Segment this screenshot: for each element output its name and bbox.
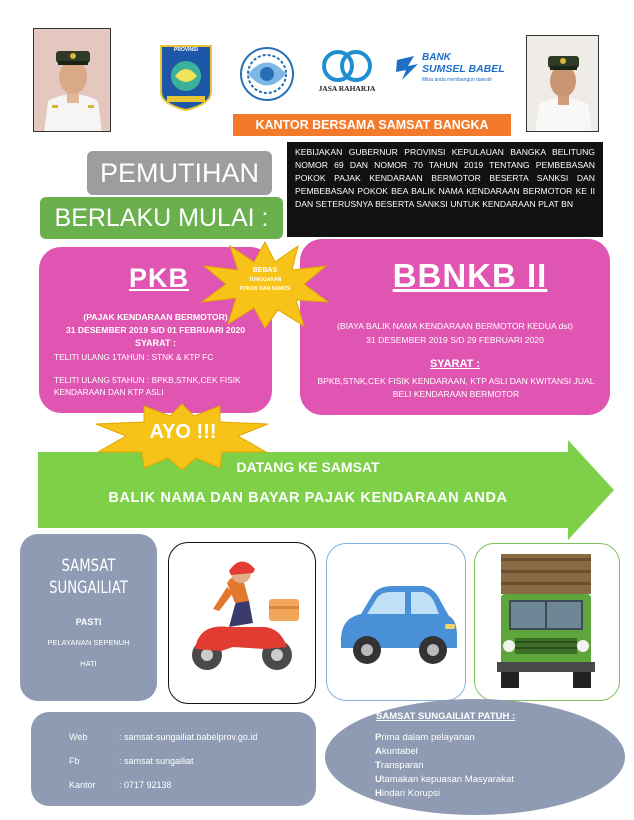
- kantor-label: Kantor: [69, 780, 96, 790]
- jasa-raharja-logo: [316, 44, 378, 94]
- pkb-title: PKB: [128, 263, 189, 293]
- samsat-pelayanan-1: PELAYANAN SEPENUH: [47, 638, 130, 647]
- bbnkb-syarat-item: BPKB,STNK,CEK FISIK KENDARAAN, KTP ASLI DAN KWITANSI JUAL BELI KENDARAAN BERMOTOR: [317, 376, 595, 399]
- patuh-item-4: Utamakan kepuasan Masyarakat: [375, 774, 514, 785]
- web-value[interactable]: : samsat-sungailiat.babelprov.go.id: [119, 732, 258, 742]
- bebas-starburst: [200, 240, 330, 330]
- motorcycle-card: [168, 542, 316, 704]
- bbnkb-period: 31 DESEMBER 2019 S/D 29 FEBRUARI 2020: [366, 335, 544, 345]
- samsat-pelayanan-2: HATI: [80, 659, 97, 668]
- bank-sumsel-logo: [394, 52, 506, 92]
- ayo-text: AYO !!!: [149, 421, 217, 443]
- bbnkb-subtitle: (BIAYA BALIK NAMA KENDARAAN BERMOTOR KEDUA dst): [337, 321, 573, 331]
- bank-name: SUMSEL BABEL: [422, 63, 505, 75]
- pkb-subtitle: (PAJAK KENDARAAN BERMOTOR): [83, 312, 228, 322]
- car-icon: [327, 544, 466, 701]
- samsat-pasti: PASTI: [75, 617, 102, 627]
- samsat-emblem-logo: [236, 45, 298, 103]
- samsat-line-2: SUNGAILIAT: [49, 578, 128, 598]
- truck-icon: [475, 544, 620, 701]
- truck-card: [474, 543, 620, 701]
- patuh-item-3: Transparan: [375, 760, 424, 771]
- patuh-title: SAMSAT SUNGAILIAT PATUH :: [376, 711, 516, 722]
- bebas-line-1: BEBAS: [252, 267, 278, 274]
- patuh-item-1: Prima dalam pelayanan: [375, 732, 475, 743]
- vice-governor-photo: [526, 35, 599, 132]
- motorcycle-icon: [169, 543, 316, 704]
- pkb-period: 31 DESEMBER 2019 S/D 01 FEBRUARI 2020: [65, 325, 246, 335]
- berlaku-mulai-heading: BERLAKU MULAI :: [40, 197, 283, 239]
- balik-nama-bayar-pajak: BALIK NAMA DAN BAYAR PAJAK KENDARAAN ANDA: [108, 490, 508, 506]
- governor-photo: [33, 28, 111, 132]
- pkb-syarat-item-2: TELITI ULANG 5TAHUN : BPKB,STNK,CEK FISIK KENDARAAN DAN KTP ASLI: [54, 375, 241, 397]
- bebas-line-2: TUNGGAKAN: [248, 277, 282, 283]
- samsat-sungailiat-box: [20, 534, 157, 701]
- kantor-bersama-banner: KANTOR BERSAMA SAMSAT BANGKA: [233, 114, 511, 136]
- fb-value[interactable]: : samsat sungailiat: [119, 756, 194, 766]
- bank-tagline: Mitra anda membangun daerah: [422, 77, 492, 83]
- bebas-line-3: POKOK DAN SANKSI: [239, 286, 291, 292]
- bbnkb-box: [300, 239, 610, 415]
- patuh-item-2: Akuntabel: [375, 746, 418, 757]
- contact-box: [31, 712, 316, 806]
- bank-label: BANK: [422, 52, 451, 63]
- jasa-raharja-text: JASA RAHARJA: [318, 83, 376, 93]
- pemutihan-heading: PEMUTIHAN: [87, 151, 272, 195]
- pkb-syarat-item-1: TELITI ULANG 1TAHUN : STNK & KTP FC: [54, 352, 214, 362]
- patuh-item-5: Hindari Korupsi: [375, 788, 440, 799]
- bbnkb-title: BBNKB II: [392, 257, 548, 294]
- web-label: Web: [69, 732, 88, 742]
- kebijakan-notice: KEBIJAKAN GUBERNUR PROVINSI KEPULAUAN BANGKA BELITUNG NOMOR 69 DAN NOMOR 70 TAHUN 2019 TENTANG PEMBEBASAN POKOK PAJAK KENDARAAN BERMOTOR BESERTA SANKSI DAN PEMBEBASAN POKOK BEA BALIK NAMA KENDARAAN BERMOTOR KE II DAN SETERUSNYA BESERTA SANKSI UNTUK KENDARAAN PLAT BN: [287, 142, 603, 237]
- pkb-syarat-label: SYARAT :: [134, 338, 176, 348]
- car-card: [326, 543, 466, 701]
- datang-ke-samsat: DATANG KE SAMSAT: [236, 459, 380, 475]
- fb-label: Fb: [69, 756, 80, 766]
- patuh-ellipse: [325, 699, 625, 815]
- province-logo: [157, 44, 215, 112]
- samsat-line-1: SAMSAT: [61, 556, 116, 576]
- kantor-phone[interactable]: : 0717 92138: [119, 780, 172, 790]
- province-logo-text: PROVINSI: [174, 47, 198, 53]
- bbnkb-syarat-label: SYARAT :: [429, 358, 481, 370]
